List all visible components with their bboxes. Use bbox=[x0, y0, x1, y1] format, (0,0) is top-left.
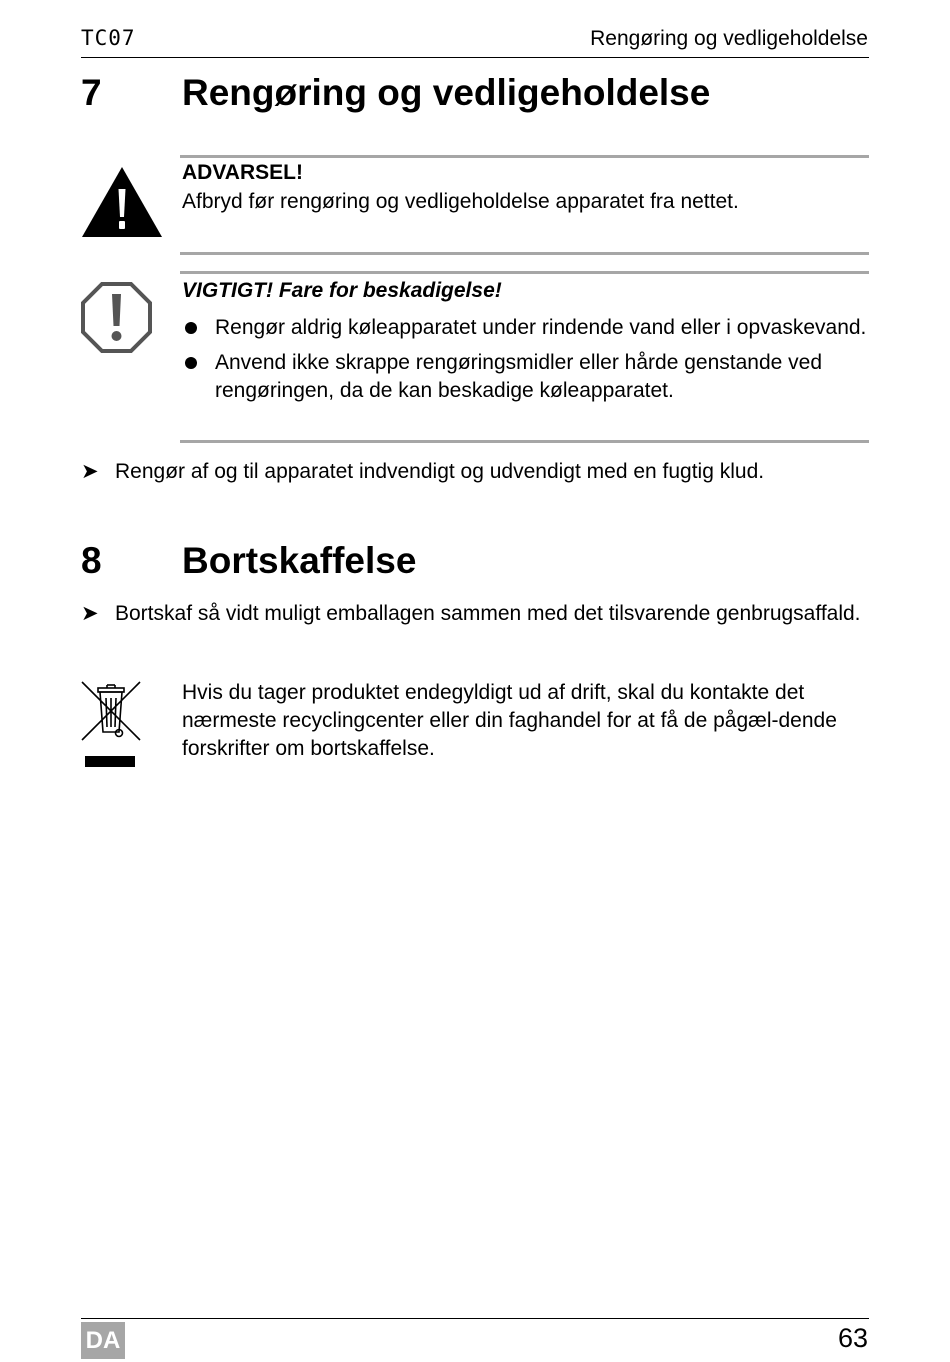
list-item bbox=[182, 349, 872, 405]
list-item-text: Anvend ikke skrappe rengøringsmidler eller hårde genstande ved rengøringen, da de kan beskadige køleapparatet. bbox=[215, 351, 823, 402]
damage-notice-icon bbox=[80, 281, 153, 354]
section-8-number: 8 bbox=[81, 540, 102, 581]
language-badge: DA bbox=[81, 1322, 125, 1359]
section-8-title: Bortskaffelse bbox=[182, 540, 417, 581]
warning-label: ADVARSEL! bbox=[182, 161, 303, 184]
footer-divider bbox=[81, 1318, 869, 1319]
section-7-number: 7 bbox=[81, 72, 102, 113]
header-divider bbox=[81, 57, 869, 58]
warning-text: Afbryd før rengøring og vedligeholdelse apparatet fra nettet. bbox=[182, 190, 739, 213]
notice-label: VIGTIGT! Fare for beskadigelse! bbox=[182, 279, 502, 302]
notice-top-rule bbox=[180, 271, 869, 274]
bullet-icon bbox=[185, 322, 197, 334]
weee-crossed-bin-icon bbox=[80, 680, 142, 770]
list-item-text: Rengør aldrig køleapparatet under rindende vand eller i opvaskevand. bbox=[215, 316, 867, 339]
list-item bbox=[182, 314, 872, 342]
header-section-title: Rengøring og vedligeholdelse bbox=[590, 27, 868, 50]
arrow-icon: ➤ bbox=[81, 602, 99, 625]
warning-bottom-rule bbox=[180, 252, 869, 255]
warning-top-rule bbox=[180, 155, 869, 158]
notice-bottom-rule bbox=[180, 440, 869, 443]
bullet-icon bbox=[185, 357, 197, 369]
disposal-text: Hvis du tager produktet endegyldigt ud af drift, skal du kontakte det nærmeste recyclingcenter eller din faghandel for at få de pågæl-dende forskrifter om bortskaffelse. bbox=[182, 681, 837, 760]
section-7-title: Rengøring og vedligeholdelse bbox=[182, 72, 711, 113]
cleaning-step-text: Rengør af og til apparatet indvendigt og udvendigt med en fugtig klud. bbox=[115, 460, 765, 483]
notice-bullet-list bbox=[182, 314, 872, 412]
arrow-icon: ➤ bbox=[81, 460, 99, 483]
warning-triangle-icon bbox=[80, 165, 164, 239]
header-model: TC07 bbox=[81, 26, 136, 50]
cleaning-step bbox=[81, 458, 871, 486]
page-number: 63 bbox=[837, 1323, 868, 1353]
disposal-step-text: Bortskaf så vidt muligt emballagen sammen med det tilsvarende genbrugsaffald. bbox=[115, 602, 861, 625]
disposal-step bbox=[81, 600, 871, 628]
